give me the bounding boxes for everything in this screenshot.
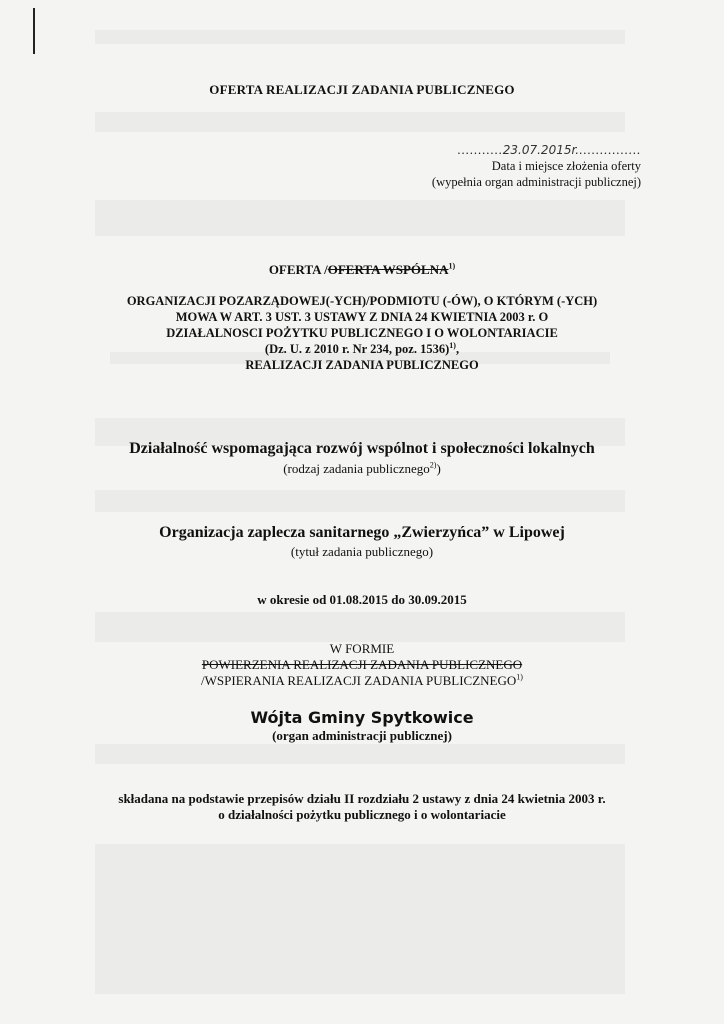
form-line-2-struck: POWIERZENIA REALIZACJI ZADANIA PUBLICZNEGO — [201, 657, 523, 672]
form-line-3-footnote: 1) — [516, 672, 523, 682]
task-kind: Działalność wspomagająca rozwój wspólnot i społeczności lokalnych — [129, 440, 595, 457]
organization-block — [0, 293, 724, 373]
legal-basis — [0, 791, 724, 823]
organization-line-4 — [0, 341, 724, 357]
task-kind-caption-text: (rodzaj zadania publicznego — [283, 461, 430, 476]
legal-basis-line-1: składana na podstawie przepisów działu II rozdziału 2 ustawy z dnia 24 kwietnia 2003 r. — [118, 791, 606, 806]
organization-line-1: ORGANIZACJI POZARZĄDOWEJ(-YCH)/PODMIOTU (-ÓW), O KTÓRYM (-YCH) — [126, 294, 598, 308]
form-line-3-text: /WSPIERANIA REALIZACJI ZADANIA PUBLICZNEGO — [201, 673, 517, 688]
task-period: w okresie od 01.08.2015 do 30.09.2015 — [257, 592, 467, 607]
organization-line-4-suffix: , — [455, 342, 460, 356]
date-dots-before: ........... — [457, 143, 503, 157]
scan-edge-mark — [33, 8, 35, 54]
organization-line-2: MOWA W ART. 3 UST. 3 USTAWY Z DNIA 24 KWIETNIA 2003 r. O — [175, 310, 549, 324]
authority-name: Wójta Gminy Spytkowice — [250, 708, 474, 727]
organization-line-5: REALIZACJI ZADANIA PUBLICZNEGO — [245, 358, 479, 372]
task-title-caption: (tytuł zadania publicznego) — [290, 544, 434, 559]
offer-title-footnote: 1) — [448, 261, 456, 271]
date-block — [432, 142, 641, 190]
date-caption-1: Data i miejsce złożenia oferty — [491, 159, 641, 173]
form-block — [0, 641, 724, 689]
organization-line-4-footnote: 1) — [449, 340, 456, 350]
organization-line-3: DZIAŁALNOSCI POŻYTKU PUBLICZNEGO I O WOLONTARIACIE — [166, 326, 558, 340]
document-heading: OFERTA REALIZACJI ZADANIA PUBLICZNEGO — [209, 82, 515, 97]
task-kind-caption — [0, 461, 724, 477]
date-caption-2: (wypełnia organ administracji publicznej) — [431, 175, 641, 189]
handwritten-date: 23.07.2015r. — [502, 143, 580, 157]
date-line — [432, 142, 641, 158]
form-line-3 — [0, 673, 724, 689]
offer-title-struck: OFERTA WSPÓLNA — [327, 262, 449, 277]
offer-title-prefix: OFERTA / — [268, 262, 328, 277]
form-line-1: W FORMIE — [329, 641, 395, 656]
task-title: Organizacja zaplecza sanitarnego „Zwierzyńca” w Lipowej — [159, 524, 565, 541]
offer-title — [0, 262, 724, 278]
organization-line-4-text: (Dz. U. z 2010 r. Nr 234, poz. 1536) — [264, 342, 450, 356]
task-kind-caption-suffix: ) — [436, 461, 441, 476]
authority-caption: (organ administracji publicznej) — [272, 728, 452, 743]
legal-basis-line-2: o działalności pożytku publicznego i o wolontariacie — [218, 807, 506, 822]
task-kind-caption-footnote: 2) — [429, 460, 437, 470]
date-dots-after: ............... — [579, 143, 641, 157]
